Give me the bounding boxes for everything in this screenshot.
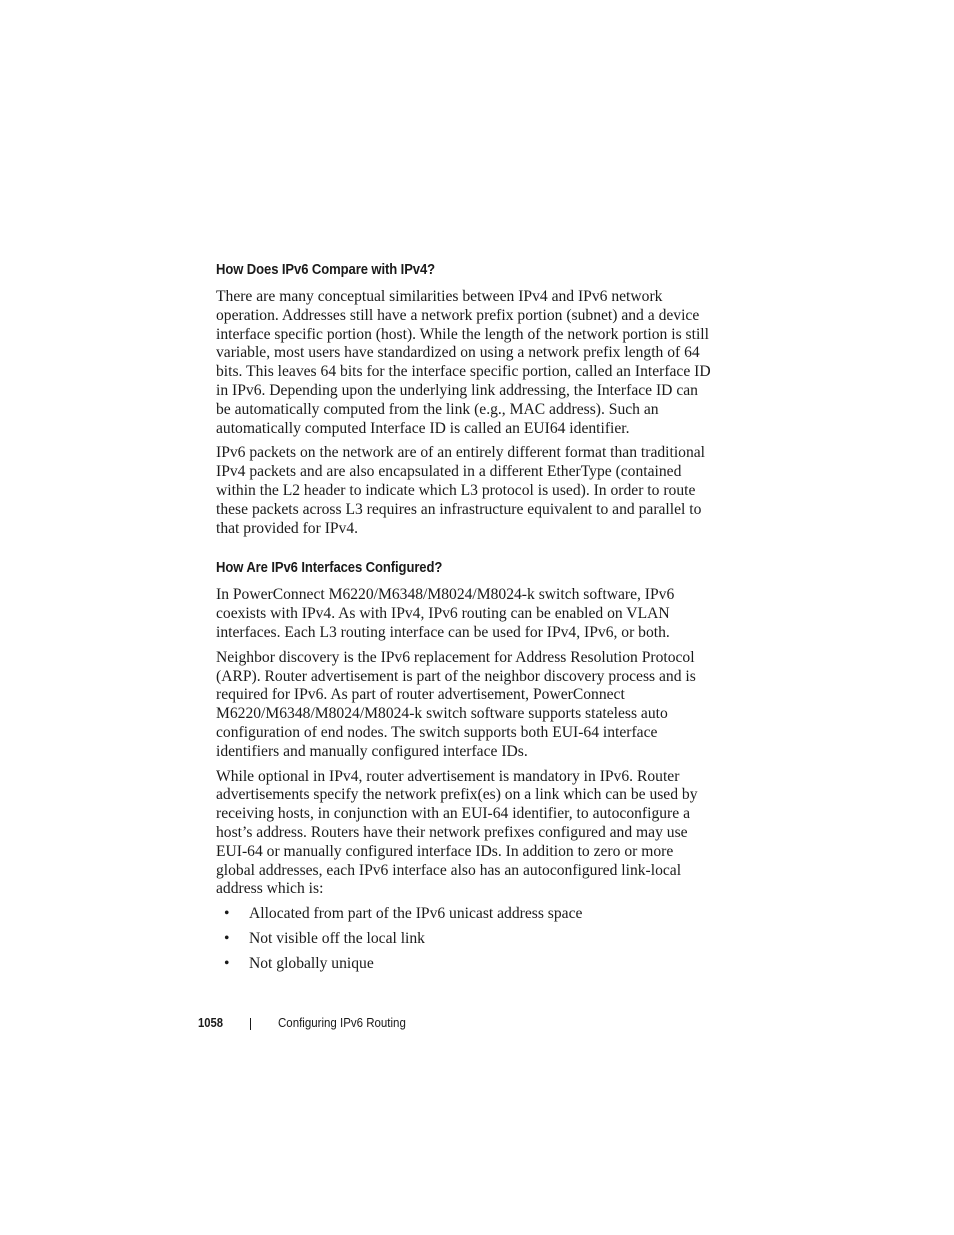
paragraph: In PowerConnect M6220/M6348/M8024/M8024-k switch software, IPv6 coexists with IPv4. As with IPv4, IPv6 routing can be enabled on VLAN interfaces. Each L3 routing interface can be used for IPv4, IPv6, or both. [216,586,675,641]
page-footer [198,1014,406,1032]
bullet-icon: • [224,905,230,923]
paragraph: IPv6 packets on the network are of an entirely different format than traditional IPv4 packets and are also encapsulated in a different EtherType (contained within the L2 header to indicate which L3 protocol is used). In order to route these packets across L3 requires an infrastructure equivalent to and parallel to that provided for IPv4. [216,444,706,537]
list-item-text: Allocated from part of the IPv6 unicast address space [249,905,583,923]
paragraph: Neighbor discovery is the IPv6 replacement for Address Resolution Protocol (ARP). Router advertisement is part of the neighbor discovery process and is required for IPv6. As part of router advertisement, PowerConnect M6220/M6348/M8024/M8024-k switch software supports stateless auto configuration of end nodes. The switch supports both EUI-64 interface identifiers and manually configured interface IDs. [216,648,696,760]
bullet-list [216,905,716,973]
chapter-title: Configuring IPv6 Routing [278,1016,406,1030]
page-number: 1058 [198,1016,224,1030]
list-item-text: Not visible off the local link [249,929,425,947]
list-item-text: Not globally unique [249,954,374,972]
list-item [216,955,716,974]
footer-divider [250,1018,251,1030]
section-heading-ipv6-interfaces: How Are IPv6 Interfaces Configured? [216,560,443,577]
bullet-icon: • [224,954,230,972]
list-item [216,905,716,924]
paragraph: There are many conceptual similarities between IPv4 and IPv6 network operation. Addresses still have a network prefix portion (subnet) and a device interface specific portion (host). While the length of the network portion is still variable, most users have standardized on using a network prefix length of 64 bits. This leaves 64 bits for the interface specific portion, called an Interface ID in IPv6. Depending upon the underlying link addressing, the Interface ID can be automatically computed from the link (e.g., MAC address). Such an automatically computed Interface ID is called an EUI64 identifier. [216,288,711,437]
list-item [216,930,716,949]
bullet-icon: • [224,929,230,947]
paragraph: While optional in IPv4, router advertisement is mandatory in IPv6. Router advertisements specify the network prefix(es) on a link which can be used by receiving hosts, in conjunction with an EUI-64 identifier, to autoconfigure a host’s address. Routers have their network prefixes configured and may use EUI-64 or manually configured interface IDs. In addition to zero or more global addresses, each IPv6 interface also has an autoconfigured link-local address which is: [216,767,698,898]
page-content [216,259,716,980]
section-heading-ipv6-compare: How Does IPv6 Compare with IPv4? [216,262,436,278]
